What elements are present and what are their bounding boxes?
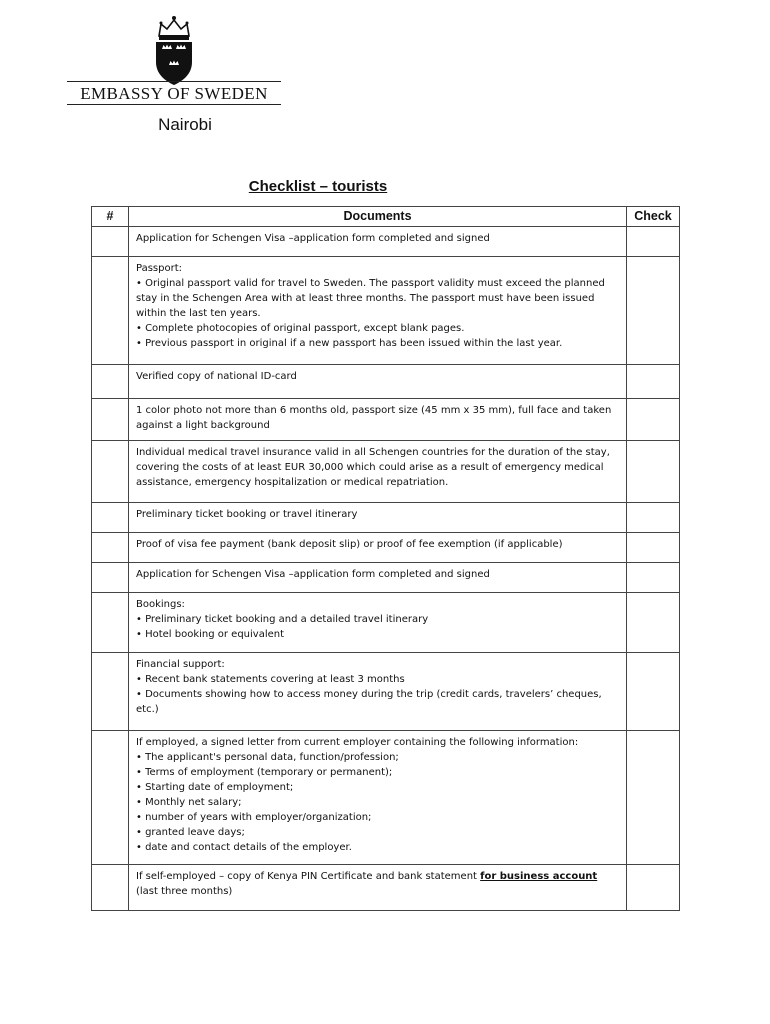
check-cell[interactable] xyxy=(627,441,680,503)
document-cell xyxy=(129,563,627,593)
row-number-cell xyxy=(92,257,129,365)
document-line: • The applicant's personal data, function/profession; xyxy=(136,752,399,763)
document-cell xyxy=(129,653,627,731)
document-cell xyxy=(129,365,627,399)
swedish-crest-logo xyxy=(151,14,197,86)
row-number-cell xyxy=(92,653,129,731)
table-row xyxy=(92,441,680,503)
row-number-cell xyxy=(92,441,129,503)
table-row xyxy=(92,563,680,593)
document-line: • date and contact details of the employer. xyxy=(136,842,352,853)
check-cell[interactable] xyxy=(627,731,680,865)
checklist-title: Checklist – tourists xyxy=(248,178,388,195)
check-cell[interactable] xyxy=(627,653,680,731)
column-header-check: Check xyxy=(627,207,680,227)
header-rule-top xyxy=(67,81,281,82)
document-line: Proof of visa fee payment (bank deposit slip) or proof of fee exemption (if applicable) xyxy=(136,539,563,550)
row-number-cell xyxy=(92,365,129,399)
self-employed-text: If self-employed – copy of Kenya PIN Certificate and bank statement xyxy=(136,871,481,882)
row-number-cell xyxy=(92,533,129,563)
document-line: Verified copy of national ID-card xyxy=(136,371,297,382)
check-cell[interactable] xyxy=(627,365,680,399)
table-row xyxy=(92,257,680,365)
row-number-cell xyxy=(92,399,129,441)
table-row xyxy=(92,503,680,533)
business-account-emphasis: for business account xyxy=(480,871,598,882)
self-employed-text-end: (last three months) xyxy=(136,886,233,897)
checklist-table xyxy=(91,206,680,911)
document-line: • Documents showing how to access money during the trip (credit cards, travelers’ cheques, etc.) xyxy=(136,689,602,715)
document-line: • Complete photocopies of original passport, except blank pages. xyxy=(136,323,465,334)
check-cell[interactable] xyxy=(627,503,680,533)
document-cell xyxy=(129,593,627,653)
header-rule-bottom xyxy=(67,104,281,105)
row-number-cell xyxy=(92,563,129,593)
document-cell xyxy=(129,257,627,365)
table-row xyxy=(92,533,680,563)
document-line: Preliminary ticket booking or travel itinerary xyxy=(136,509,358,520)
check-cell[interactable] xyxy=(627,865,680,911)
document-line: Bookings: xyxy=(136,599,185,610)
document-line: • granted leave days; xyxy=(136,827,245,838)
check-cell[interactable] xyxy=(627,227,680,257)
column-header-documents: Documents xyxy=(129,207,627,227)
document-line xyxy=(136,869,620,899)
document-cell xyxy=(129,227,627,257)
document-line: If employed, a signed letter from current employer containing the following information: xyxy=(136,737,579,748)
document-line: • Terms of employment (temporary or permanent); xyxy=(136,767,393,778)
document-line: Application for Schengen Visa –application form completed and signed xyxy=(136,233,490,244)
document-line: • Previous passport in original if a new passport has been issued within the last year. xyxy=(136,338,563,349)
document-line: • Recent bank statements covering at least 3 months xyxy=(136,674,405,685)
table-row xyxy=(92,731,680,865)
table-row xyxy=(92,399,680,441)
document-line: Individual medical travel insurance valid in all Schengen countries for the duration of the stay, covering the costs of at least EUR 30,000 which could arise as a result of emergency medical assistance, emergency hospitalization or medical repatriation. xyxy=(136,447,610,488)
document-cell xyxy=(129,865,627,911)
document-line: • Original passport valid for travel to Sweden. The passport validity must exceed the planned stay in the Schengen Area with at least three months. The passport must have been issued within the last ten years. xyxy=(136,278,605,319)
embassy-name: EMBASSY OF SWEDEN xyxy=(80,84,268,103)
document-line: • Monthly net salary; xyxy=(136,797,242,808)
check-cell[interactable] xyxy=(627,593,680,653)
check-cell[interactable] xyxy=(627,399,680,441)
document-cell xyxy=(129,441,627,503)
table-row xyxy=(92,365,680,399)
embassy-city: Nairobi xyxy=(158,115,212,134)
row-number-cell xyxy=(92,503,129,533)
document-line: 1 color photo not more than 6 months old, passport size (45 mm x 35 mm), full face and taken against a light background xyxy=(136,405,612,431)
document-line: Passport: xyxy=(136,263,182,274)
document-cell xyxy=(129,503,627,533)
document-line: Financial support: xyxy=(136,659,225,670)
document-cell xyxy=(129,731,627,865)
document-line: • number of years with employer/organization; xyxy=(136,812,372,823)
table-header-row xyxy=(92,207,680,227)
check-cell[interactable] xyxy=(627,257,680,365)
table-row xyxy=(92,227,680,257)
row-number-cell xyxy=(92,593,129,653)
document-line: Application for Schengen Visa –application form completed and signed xyxy=(136,569,490,580)
row-number-cell xyxy=(92,865,129,911)
document-cell xyxy=(129,533,627,563)
check-cell[interactable] xyxy=(627,563,680,593)
table-row xyxy=(92,653,680,731)
table-row xyxy=(92,593,680,653)
row-number-cell xyxy=(92,227,129,257)
document-cell xyxy=(129,399,627,441)
document-line: • Hotel booking or equivalent xyxy=(136,629,285,640)
document-line: • Preliminary ticket booking and a detailed travel itinerary xyxy=(136,614,429,625)
table-row xyxy=(92,865,680,911)
column-header-number: # xyxy=(92,207,129,227)
check-cell[interactable] xyxy=(627,533,680,563)
row-number-cell xyxy=(92,731,129,865)
document-line: • Starting date of employment; xyxy=(136,782,294,793)
